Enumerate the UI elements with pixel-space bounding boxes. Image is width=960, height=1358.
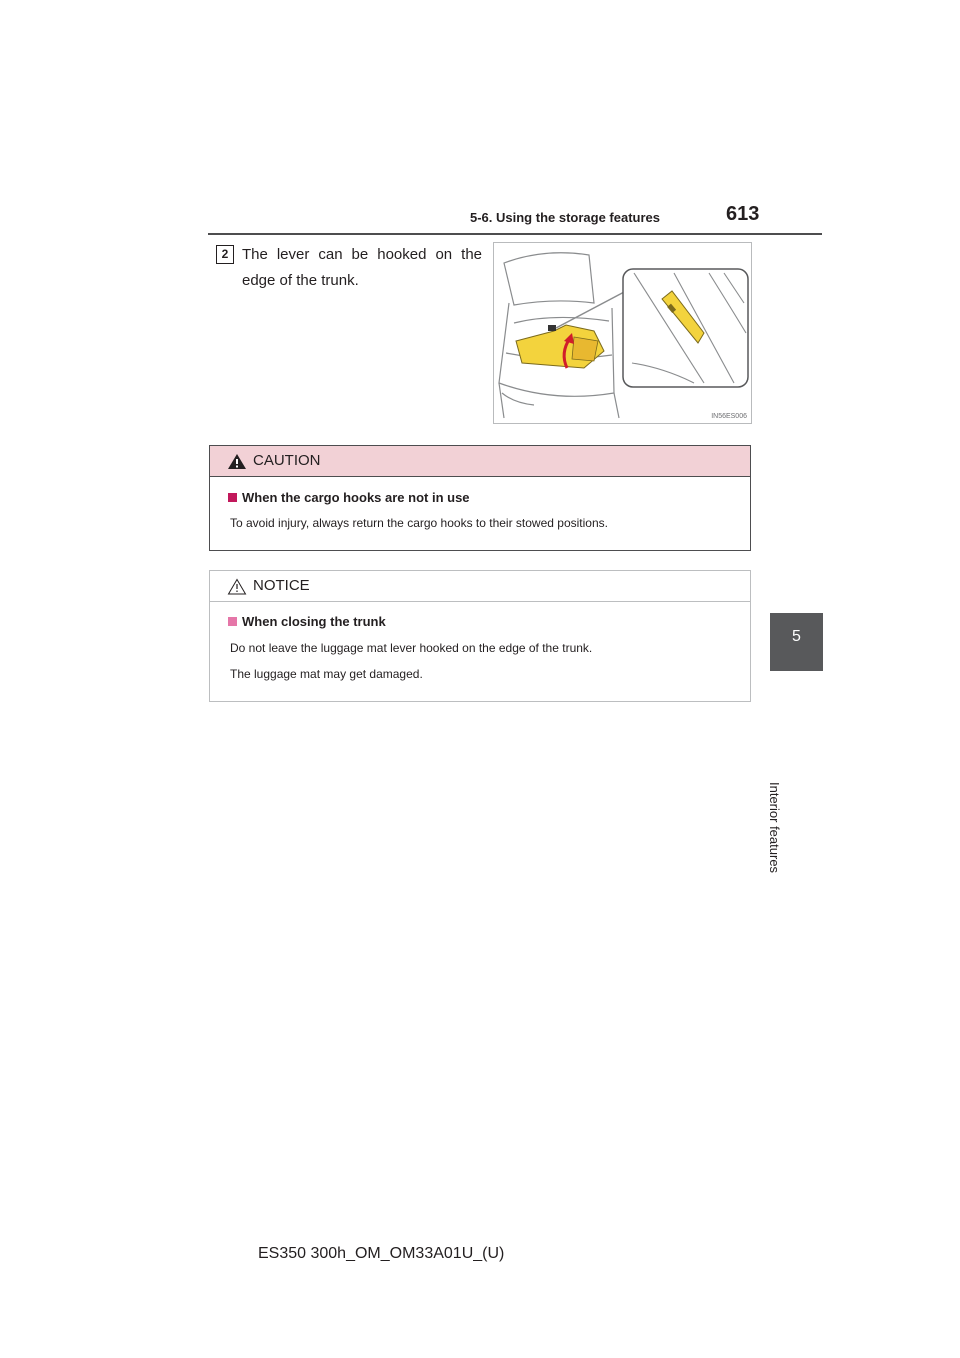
square-bullet-icon xyxy=(228,617,237,626)
step-text: The lever can be hooked on the edge of the trunk. xyxy=(242,246,482,289)
trunk-illustration xyxy=(493,242,752,424)
caution-header xyxy=(210,446,750,477)
page-number: 613 xyxy=(726,203,760,225)
header-rule xyxy=(208,233,822,235)
notice-item-title xyxy=(228,614,386,629)
warning-outline-icon xyxy=(227,578,247,595)
notice-header xyxy=(210,571,750,602)
section-title: 5-6. Using the storage features xyxy=(470,210,660,225)
caution-item-title-text: When the cargo hooks are not in use xyxy=(242,490,470,505)
square-bullet-icon xyxy=(228,493,237,502)
notice-text-line-2: The luggage mat may get damaged. xyxy=(230,667,423,681)
notice-box xyxy=(209,570,751,702)
step-number-badge: 2 xyxy=(216,245,234,264)
figure-code: IN56ES006 xyxy=(711,413,747,420)
notice-item-title-text: When closing the trunk xyxy=(242,614,386,629)
chapter-tab-label: Interior features xyxy=(767,782,782,874)
trunk-illustration-drawing xyxy=(494,243,751,423)
chapter-tab[interactable] xyxy=(770,613,823,671)
caution-box xyxy=(209,445,751,551)
notice-title: NOTICE xyxy=(253,577,310,594)
chapter-tab-number: 5 xyxy=(792,628,801,645)
caution-item-text: To avoid injury, always return the cargo hooks to their stowed positions. xyxy=(230,516,608,530)
caution-title: CAUTION xyxy=(253,452,321,469)
warning-filled-icon xyxy=(227,453,247,470)
notice-text-line-1: Do not leave the luggage mat lever hooked on the edge of the trunk. xyxy=(230,641,593,655)
caution-item-title xyxy=(228,490,470,505)
document-id: ES350 300h_OM_OM33A01U_(U) xyxy=(258,1245,505,1262)
